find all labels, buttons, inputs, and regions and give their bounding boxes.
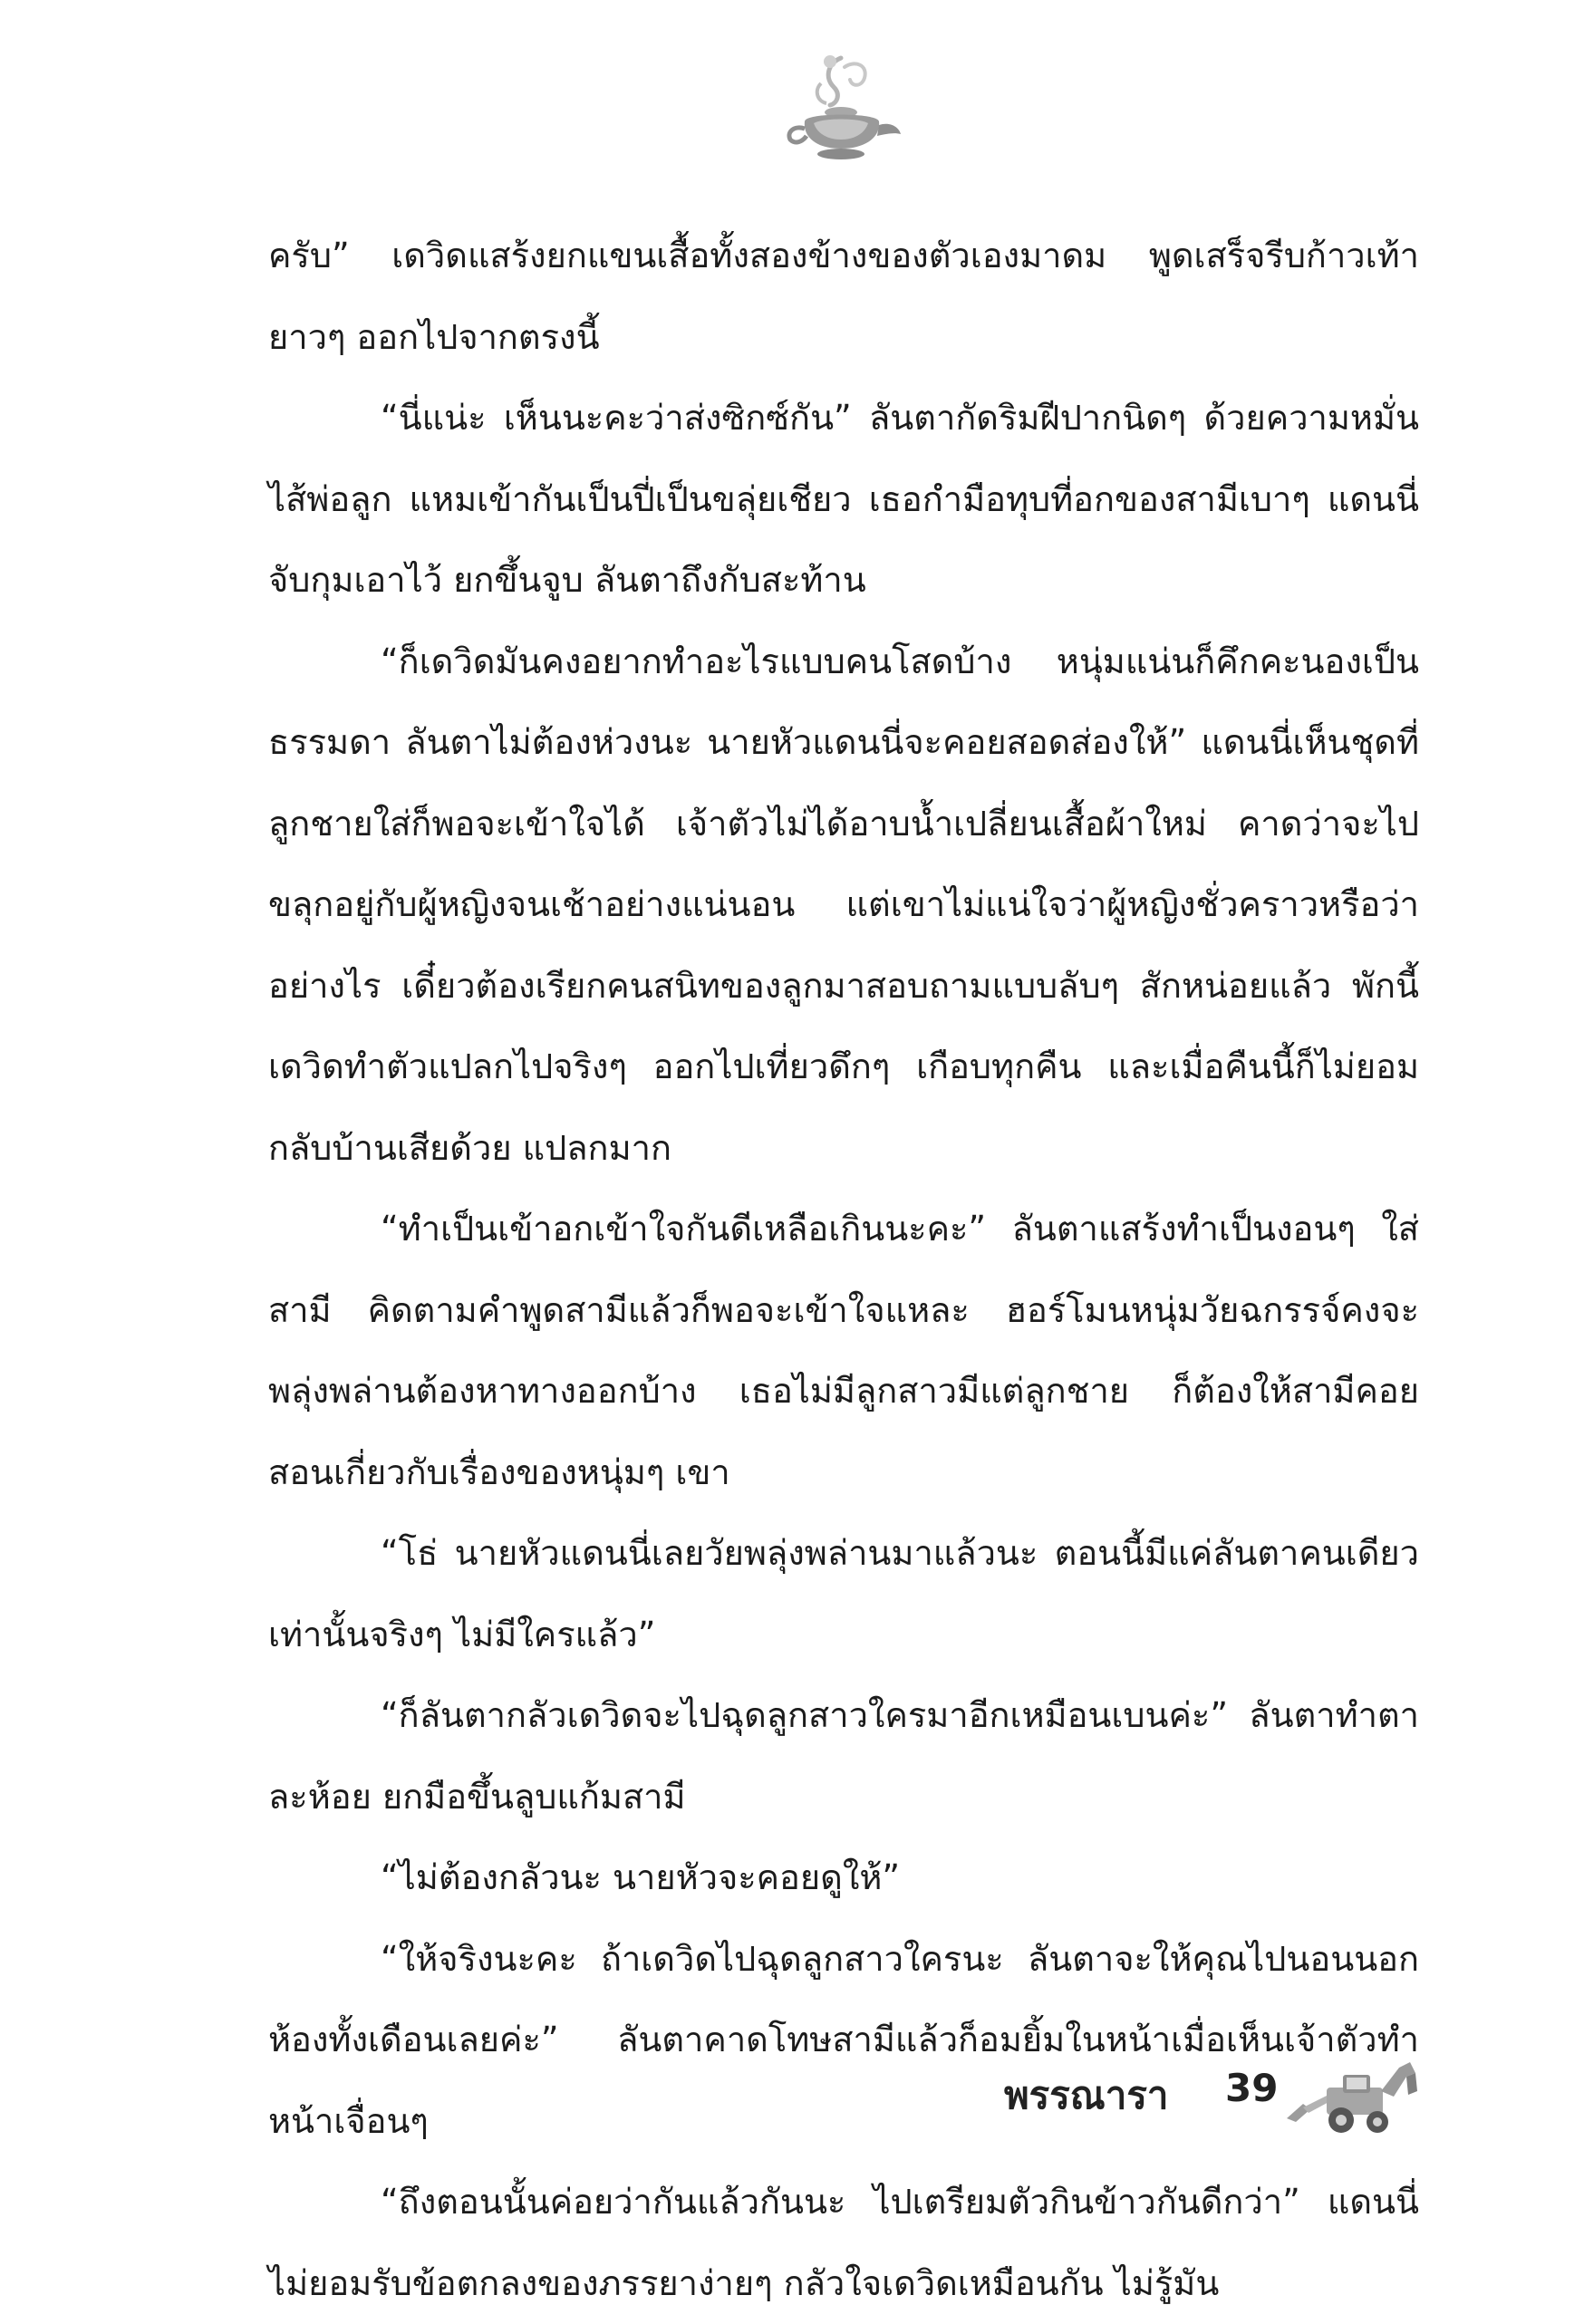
book-title: พรรณารา <box>1004 2073 1169 2117</box>
paragraph-8: “ให้จริงนะคะ ถ้าเดวิดไปฉุดลูกสาวใครนะ ลันตาจะให้คุณไปนอนนอกห้องทั้งเดือนเลยค่ะ” ลันตาคาดโทษสามีแล้วก็อมยิ้มในหน้าเมื่อเห็นเจ้าตัวทำหน้าเจื่อนๆ <box>268 1938 1419 2141</box>
paragraph-5: “โธ่ นายหัวแดนนี่เลยวัยพลุ่งพล่านมาแล้วนะ ตอนนี้มีแค่ลันตาคนเดียวเท่านั้นจริงๆ ไม่มีใครแล้ว” <box>268 1533 1419 1654</box>
paragraph-4: “ทำเป็นเข้าอกเข้าใจกันดีเหลือเกินนะคะ” ลันตาแสร้งทำเป็นงอนๆ ใส่สามี คิดตามคำพูดสามีแล้วก็พอจะเข้าใจแหละ ฮอร์โมนหนุ่มวัยฉกรรจ์คงจะพลุ่งพล่านต้องหาทางออกบ้าง เธอไม่มีลูกสาวมีแต่ลูกชาย ก็ต้องให้สามีคอยสอนเกี่ยวกับเรื่องของหนุ่มๆ เขา <box>268 1209 1419 1492</box>
page-footer <box>1004 2055 1421 2142</box>
paragraph-6: “ก็ลันตากลัวเดวิดจะไปฉุดลูกสาวใครมาอีกเหมือนเบนค่ะ” ลันตาทำตาละห้อย ยกมือขึ้นลูบแก้มสามี <box>268 1695 1419 1817</box>
paragraph-7: “ไม่ต้องกลัวนะ นายหัวจะคอยดูให้” <box>381 1857 901 1897</box>
genie-lamp-icon <box>778 51 904 169</box>
paragraph-9: “ถึงตอนนั้นค่อยว่ากันแล้วกันนะ ไปเตรียมตัวกินข้าวกันดีกว่า” แดนนี่ไม่ยอมรับข้อตกลงของภรรยาง่ายๆ กลัวใจเดวิดเหมือนกัน ไม่รู้มัน <box>268 2182 1419 2303</box>
body-text <box>268 216 1419 2324</box>
page-number: 39 <box>1225 2066 1279 2110</box>
paragraph-3: “ก็เดวิดมันคงอยากทำอะไรแบบคนโสดบ้าง หนุ่มแน่นก็คึกคะนองเป็นธรรมดา ลันตาไม่ต้องห่วงนะ นายหัวแดนนี่จะคอยสอดส่องให้” แดนนี่เห็นชุดที่ลูกชายใส่ก็พอจะเข้าใจได้ เจ้าตัวไม่ได้อาบน้ำเปลี่ยนเสื้อผ้าใหม่ คาดว่าจะไปขลุกอยู่กับผู้หญิงจนเช้าอย่างแน่นอน แต่เขาไม่แน่ใจว่าผู้หญิงชั่วคราวหรือว่าอย่างไร เดี๋ยวต้องเรียกคนสนิทของลูกมาสอบถามแบบลับๆ สักหน่อยแล้ว พักนี้เดวิดทำตัวแปลกไปจริงๆ ออกไปเที่ยวดึกๆ เกือบทุกคืน และเมื่อคืนนี้ก็ไม่ยอมกลับบ้านเสียด้วย แปลกมาก <box>268 641 1419 1168</box>
paragraph-2: “นี่แน่ะ เห็นนะคะว่าส่งซิกซ์กัน” ลันตากัดริมฝีปากนิดๆ ด้วยความหมั่นไส้พ่อลูก แหมเข้ากันเป็นปี่เป็นขลุ่ยเชียว เธอกำมือทุบที่อกของสามีเบาๆ แดนนี่จับกุมเอาไว้ ยกขึ้นจูบ ลันตาถึงกับสะท้าน <box>268 398 1419 600</box>
paragraph-1: ครับ” เดวิดแสร้งยกแขนเสื้อทั้งสองข้างของตัวเองมาดม พูดเสร็จรีบก้าวเท้ายาวๆ ออกไปจากตรงนี้ <box>268 236 1419 357</box>
backhoe-icon <box>1283 2055 1419 2138</box>
